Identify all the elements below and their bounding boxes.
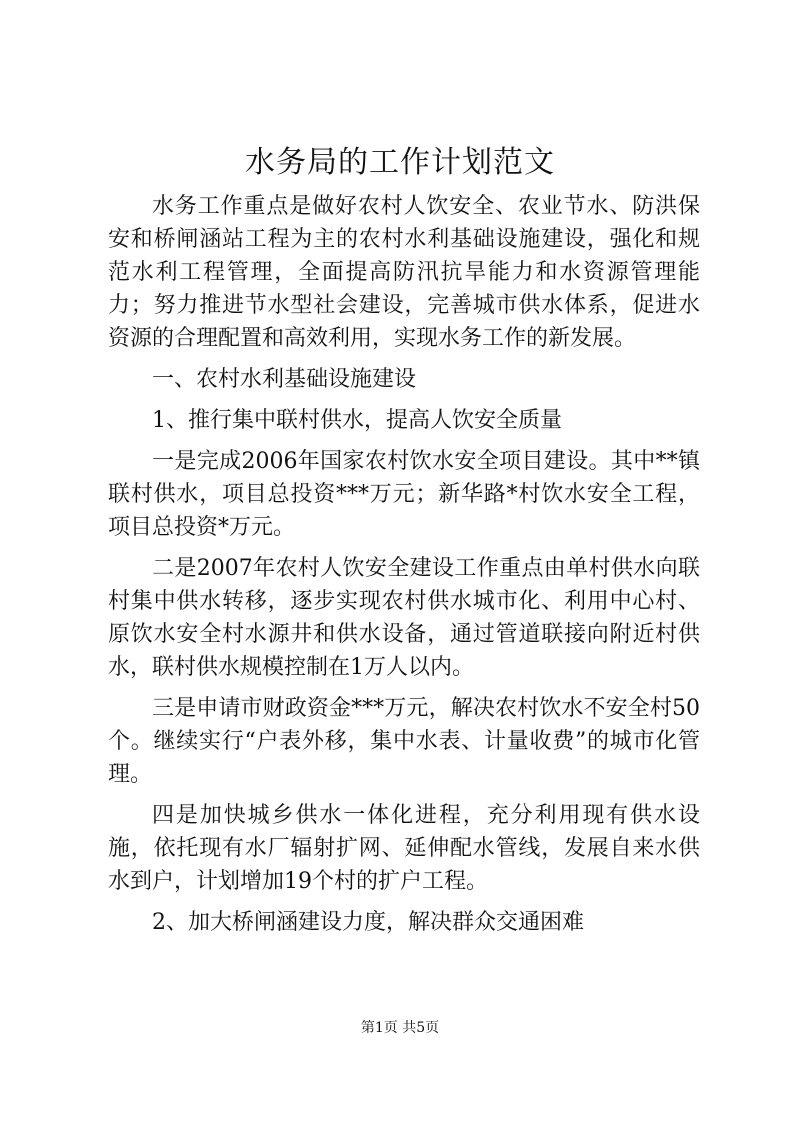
paragraph-intro: 水务工作重点是做好农村人饮安全、农业节水、防洪保安和桥闸涵站工程为主的农村水利基础设施建设，强化和规范水利工程管理，全面提高防汛抗旱能力和水资源管理能力；努力推进节水型社会建设，完善城市供水体系，促进水资源的合理配置和高效利用，实现水务工作的新发展。	[108, 194, 700, 351]
section-heading-1: 一、农村水利基础设施建设	[152, 367, 417, 392]
subsection-heading-1: 1、推行集中联村供水，提高人饮安全质量	[152, 408, 562, 433]
document-body	[108, 190, 700, 947]
paragraph-item-1: 一是完成2006年国家农村饮水安全项目建设。其中**镇联村供水，项目总投资***万元；新华路*村饮水安全工程，项目总投资*万元。	[108, 449, 700, 540]
page-footer: 第1页 共5页	[360, 1020, 440, 1036]
subsection-heading-2: 2、加大桥闸涵建设力度，解决群众交通困难	[152, 910, 584, 935]
paragraph-item-2: 二是2007年农村人饮安全建设工作重点由单村供水向联村集中供水转移，逐步实现农村供水城市化、利用中心村、原饮水安全村水源井和供水设备，通过管道联接向附近村供水，联村供水规模控制在1万人以内。	[108, 556, 700, 680]
paragraph-item-3: 三是申请市财政资金***万元，解决农村饮水不安全村50个。继续实行“户表外移，集中水表、计量收费”的城市化管理。	[108, 696, 700, 787]
paragraph-item-4: 四是加快城乡供水一体化进程，充分利用现有供水设施，依托现有水厂辐射扩网、延伸配水管线，发展自来水供水到户，计划增加19个村的扩户工程。	[108, 803, 700, 894]
document-title: 水务局的工作计划范文	[245, 145, 555, 180]
